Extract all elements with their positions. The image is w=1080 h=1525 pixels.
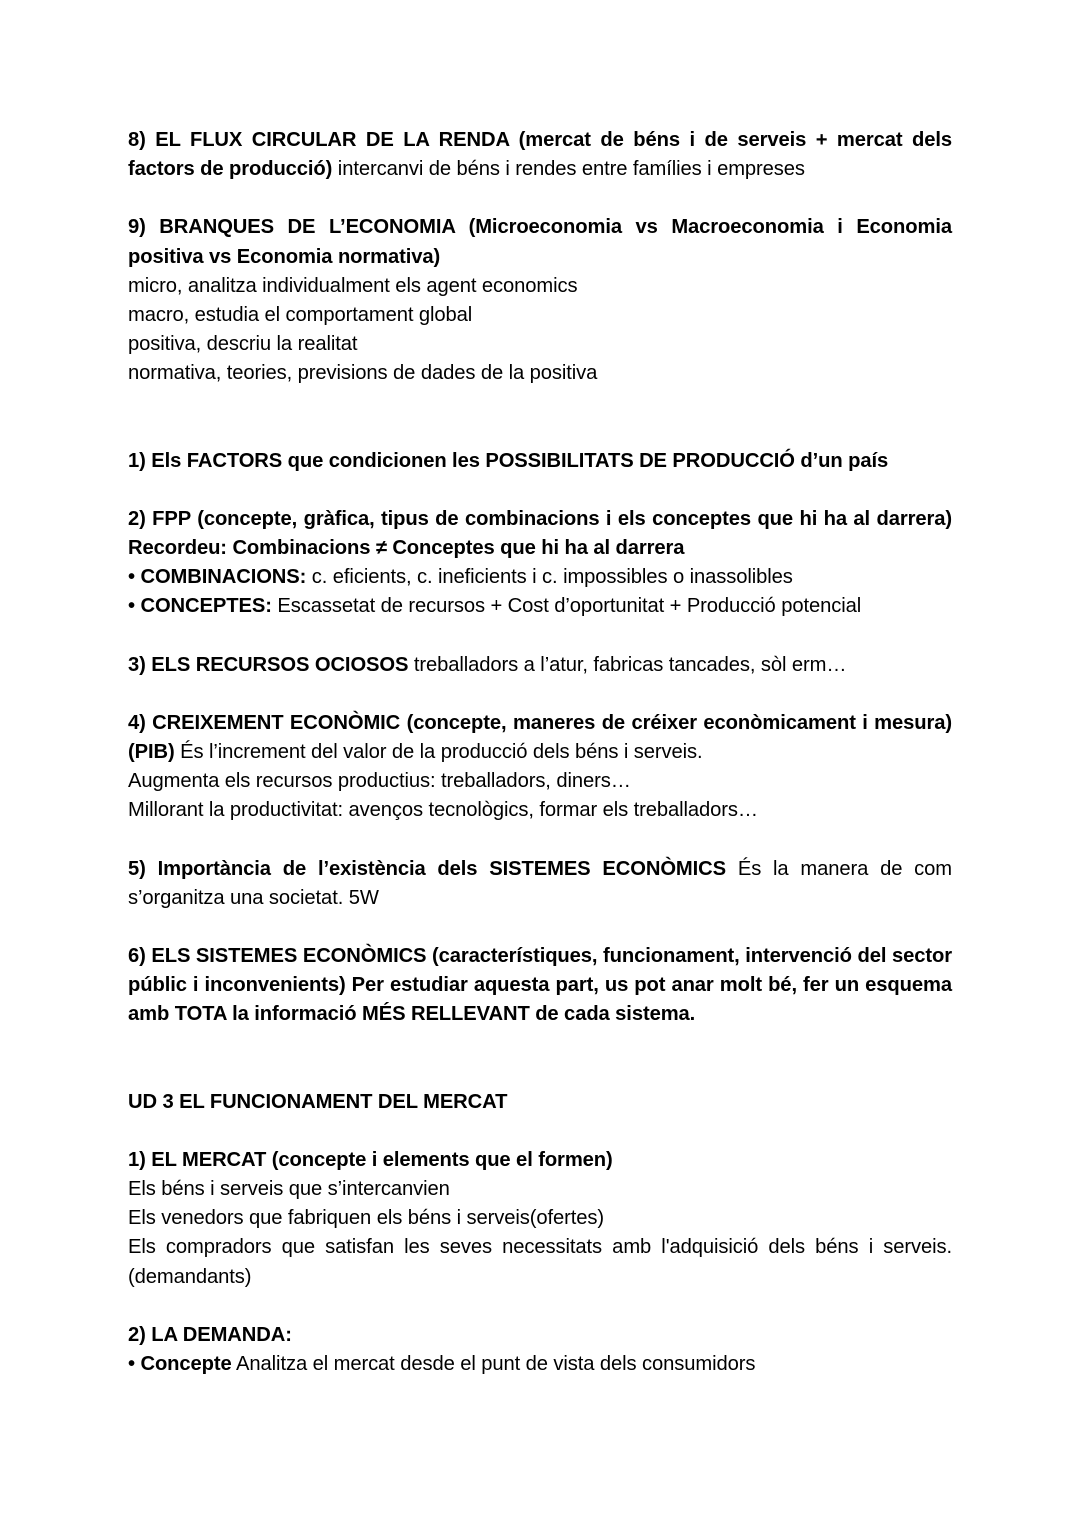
millorant-productivitat-run-0: Millorant la productivitat: avenços tecnològics, formar els treballadors…: [128, 799, 759, 822]
importancia-sistemes-economics: [128, 855, 952, 913]
importancia-sistemes-economics-run-1: És la manera de com s’organitza una societat. 5W: [128, 857, 953, 909]
bullet-combinacions-run-1: c. eficients, c. ineficients i c. impossibles o inassolibles: [306, 566, 793, 589]
macro-definicio: [128, 301, 952, 330]
venedors-ofertes: [128, 1204, 952, 1233]
ud3-heading-run-0: UD 3 EL FUNCIONAMENT DEL MERCAT: [128, 1090, 508, 1113]
importancia-sistemes-economics-run-0: 5) Importància de l’existència dels SISTEMES ECONÒMICS: [128, 857, 726, 880]
bens-serveis-intercanvien-run-0: Els béns i serveis que s’intercanvien: [128, 1178, 450, 1201]
flux-circular-renda-run-1: intercanvi de béns i rendes entre famílies i empreses: [332, 158, 805, 181]
branques-economia-run-0: 9) BRANQUES DE L’ECONOMIA (Microeconomia vs Macroeconomia i Economia positiva vs Economia normativa): [128, 216, 952, 268]
el-mercat: [128, 1146, 952, 1175]
normativa-definicio: [128, 359, 952, 388]
els-sistemes-economics-run-0: 6) ELS SISTEMES ECONÒMICS (característiques, funcionament, intervenció del sector públic i inconvenients) Per estudiar aquesta part, us pot anar molt bé, fer un esquema amb TOTA la informació MÉS RELLEVANT de cada sistema.: [128, 945, 952, 1026]
flux-circular-renda: [128, 126, 952, 184]
micro-definicio-run-0: micro, analitza individualment els agent economics: [128, 274, 578, 297]
recursos-ociosos-run-0: 3) ELS RECURSOS OCIOSOS: [128, 653, 409, 676]
bens-serveis-intercanvien: [128, 1175, 952, 1204]
recursos-ociosos: [128, 651, 952, 680]
flux-circular-renda-run-0: 8) EL FLUX CIRCULAR DE LA RENDA (mercat de béns i de serveis + mercat dels factors de producció): [128, 129, 952, 181]
normativa-definicio-run-0: normativa, teories, previsions de dades de la positiva: [128, 362, 598, 385]
factors-possibilitats-produccio-run-0: 1) Els FACTORS que condicionen les POSSIBILITATS DE PRODUCCIÓ d’un país: [128, 449, 889, 472]
positiva-definicio-run-0: positiva, descriu la realitat: [128, 333, 358, 356]
fpp: [128, 505, 952, 563]
la-demanda: [128, 1321, 952, 1350]
bullet-combinacions: [128, 563, 952, 592]
branques-economia: [128, 213, 952, 271]
augmenta-recursos-productius-run-0: Augmenta els recursos productius: treballadors, diners…: [128, 770, 631, 793]
ud3-heading: [128, 1088, 952, 1117]
macro-definicio-run-0: macro, estudia el comportament global: [128, 304, 473, 327]
bullet-conceptes-run-0: • CONCEPTES:: [128, 595, 272, 618]
bullet-combinacions-run-0: • COMBINACIONS:: [128, 566, 307, 589]
creixement-economic: [128, 709, 952, 767]
bullet-conceptes: [128, 592, 952, 621]
venedors-ofertes-run-0: Els venedors que fabriquen els béns i serveis(ofertes): [128, 1207, 604, 1230]
la-demanda-run-0: 2) LA DEMANDA:: [128, 1323, 292, 1346]
bullet-concepte-demanda-run-1: Analitza el mercat desde el punt de vista dels consumidors: [231, 1353, 756, 1376]
compradors-demandants: [128, 1233, 952, 1291]
bullet-concepte-demanda: [128, 1350, 952, 1379]
creixement-economic-run-1: És l’increment del valor de la producció dels béns i serveis.: [174, 741, 703, 764]
positiva-definicio: [128, 330, 952, 359]
millorant-productivitat: [128, 796, 952, 825]
bullet-concepte-demanda-run-0: • Concepte: [128, 1353, 232, 1376]
micro-definicio: [128, 272, 952, 301]
recursos-ociosos-run-1: treballadors a l’atur, fabricas tancades, sòl erm…: [408, 653, 847, 676]
el-mercat-run-0: 1) EL MERCAT (concepte i elements que el formen): [128, 1148, 613, 1171]
document-text-body: [128, 126, 952, 1379]
fpp-run-0: 2) FPP (concepte, gràfica, tipus de combinacions i els conceptes que hi ha al darrera) Recordeu: Combinacions ≠ Conceptes que hi ha al darrera: [128, 507, 952, 560]
els-sistemes-economics: [128, 942, 952, 1030]
creixement-economic-run-0: 4) CREIXEMENT ECONÒMIC (concepte, maneres de créixer econòmicament i mesura) (PIB): [128, 711, 952, 764]
compradors-demandants-run-0: Els compradors que satisfan les seves necessitats amb l'adquisició dels béns i serveis. (demandants): [128, 1236, 952, 1288]
bullet-conceptes-run-1: Escassetat de recursos + Cost d’oportunitat + Producció potencial: [271, 595, 862, 618]
augmenta-recursos-productius: [128, 767, 952, 796]
factors-possibilitats-produccio: [128, 447, 952, 476]
